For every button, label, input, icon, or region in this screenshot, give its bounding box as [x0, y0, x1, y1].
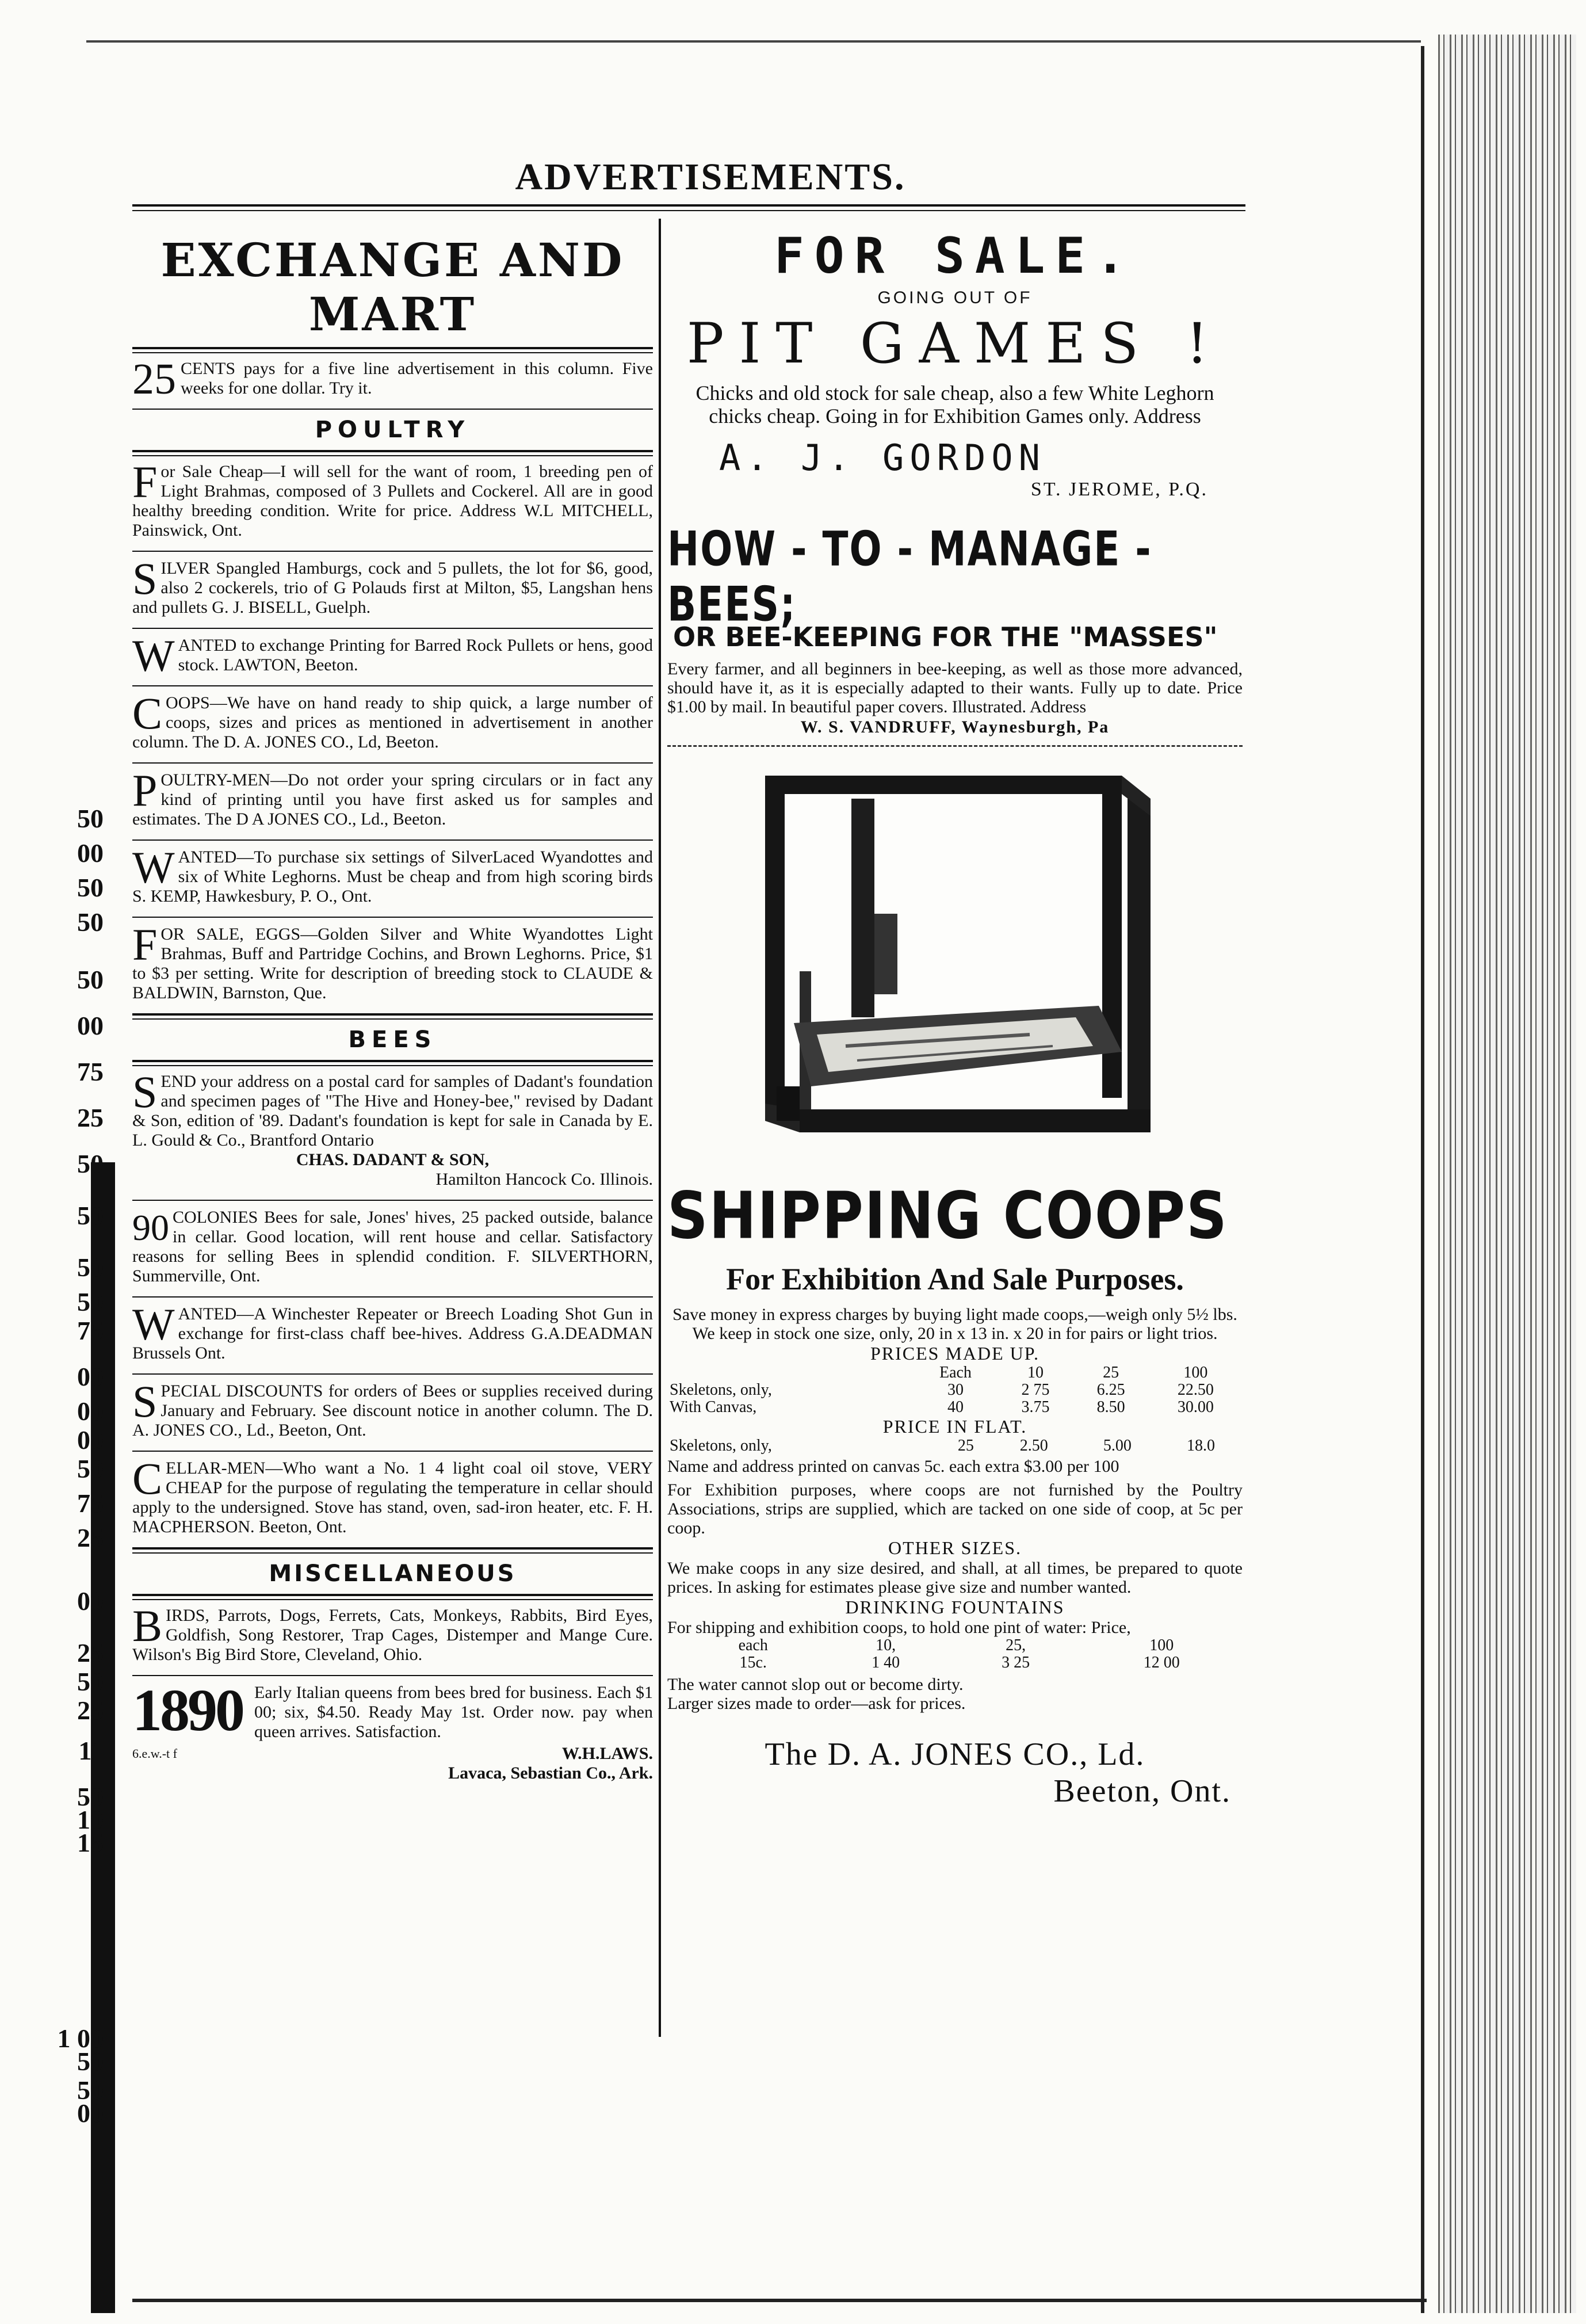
exchange-mart-title: EXCHANGE AND MART	[160, 233, 625, 341]
ad-divider	[132, 1373, 653, 1375]
laws-sig1: W.H.LAWS.	[561, 1744, 653, 1763]
ad-text: ILVER Spangled Hamburgs, cock and 5 pullets, the lot for $6, good, also 2 cockerels, trio of G Polauds first at Milton, $5, Langshan hens and pullets G. J. BISELL, Guelph.	[132, 559, 653, 617]
margin-number: 75	[77, 1057, 104, 1086]
margin-number: 50	[77, 1149, 104, 1178]
price-cell: 25	[957, 1437, 974, 1455]
margin-number: 25	[77, 1103, 104, 1132]
ad-text: ANTED—A Winchester Repeater or Breech Loading Shot Gun in exchange for first-class chaff bee-hives. Address G.A.DEADMAN Brussels Ont.	[132, 1304, 653, 1363]
misc-heading: MISCELLANEOUS	[269, 1560, 517, 1587]
larger-sizes-note: Larger sizes made to order—ask for prices.	[667, 1694, 966, 1713]
exhibition-note: For Exhibition purposes, where coops are not furnished by the Poultry Associations, strips are supplied, which are tacked on one side of coop, at 5c per coop.	[667, 1480, 1243, 1537]
bottom-rule	[132, 2299, 1427, 2302]
margin-number: 11	[78, 1736, 104, 1765]
drinking-fountains-heading: DRINKING FOUNTAINS	[845, 1597, 1065, 1617]
column-head: Each	[939, 1364, 972, 1382]
margin-number: 25	[77, 1638, 104, 1667]
price-row	[667, 1437, 1243, 1455]
adjacent-page-edge	[1438, 35, 1576, 2313]
drop-cap: B	[132, 1601, 163, 1651]
ad-signature: CHAS. DADANT & SON,	[296, 1150, 490, 1169]
column-head: 10,	[876, 1636, 896, 1654]
price-cell: 18.0	[1186, 1437, 1215, 1455]
margin-number: 50	[77, 907, 104, 937]
shipping-coops-heading: SHIPPING COOPS	[667, 1178, 1228, 1254]
price-cell: 30.00	[1177, 1398, 1214, 1416]
row-label: Skeletons, only,	[670, 1381, 772, 1399]
price-cell: 8.50	[1096, 1398, 1125, 1416]
drinking-text: For shipping and exhibition coops, to hold one pint of water: Price,	[667, 1618, 1131, 1637]
chicks-text: Chicks and old stock for sale cheap, also a few White Leghorn chicks cheap. Going in for Exhibition Games only. Address	[695, 381, 1214, 428]
prices-made-up-heading: PRICES MADE UP.	[870, 1343, 1040, 1364]
price-cell: 30	[947, 1381, 964, 1399]
column-head: 25	[1103, 1364, 1119, 1382]
bees-ad	[132, 1067, 653, 1189]
vandruff-address: W. S. VANDRUFF, Waynesburgh, Pa	[800, 718, 1110, 736]
margin-number: 00	[77, 2098, 104, 2128]
margin-number: 00	[77, 1586, 104, 1616]
margin-number: 00	[77, 1396, 104, 1426]
drink-price-row	[667, 1654, 1243, 1672]
row-label: With Canvas,	[670, 1398, 757, 1416]
manage-bees-title: HOW - TO - MANAGE - BEES;	[667, 521, 1152, 632]
ad-text: OR SALE, EGGS—Golden Silver and White Wyandottes Light Brahmas, Buff and Partridge Cochins, and Brown Leghorns. Price, $1 to $3 per setting. Write for description of breeding stock to CLAUDE & BALDWIN, Barnston, Que.	[132, 925, 653, 1002]
shipping-coop-illustration	[754, 764, 1156, 1155]
misc-ads	[132, 1601, 653, 1665]
margin-number: 1 00	[57, 2024, 104, 2053]
jones-company: The D. A. JONES CO., Ld.	[765, 1737, 1145, 1772]
drop-cap: C	[132, 1453, 163, 1503]
price-cell: 3 25	[1002, 1654, 1030, 1672]
drop-cap: S	[132, 554, 158, 604]
ad-divider	[132, 551, 653, 552]
column-head: 25,	[1006, 1636, 1026, 1654]
ad-divider	[132, 1296, 653, 1298]
other-sizes-heading: OTHER SIZES.	[888, 1537, 1022, 1558]
drop-cap: W	[132, 631, 175, 681]
ad-text: ANTED to exchange Printing for Barred Rock Pullets or hens, good stock. LAWTON, Beeton.	[178, 636, 653, 674]
gordon-address: ST. JEROME, P.Q.	[1030, 479, 1208, 500]
left-column	[132, 222, 653, 2241]
margin-number: 00	[77, 838, 104, 868]
ad-text: ELLAR-MEN—Who want a No. 1 4 light coal oil stove, VERY CHEAP for the purpose of regulating the temperature in cellar should apply to the undersigned. Stove has stand, oven, sad-iron heater, etc. F. H. MACPHERSON. Beeton, Ont.	[132, 1459, 653, 1536]
ad-divider	[132, 1451, 653, 1452]
column-head: 100	[1149, 1636, 1174, 1654]
price-cell: 2 75	[1021, 1381, 1050, 1399]
manage-bees-subtitle: OR BEE-KEEPING FOR THE "MASSES"	[673, 621, 1218, 652]
laws-text: Early Italian queens from bees bred for business. Each $1 00; six, $4.50. Ready May 1st. Order now. pay when queen arrives. Satisfaction.	[254, 1683, 653, 1741]
margin-number: 15	[77, 1828, 104, 1857]
save-money-text: Save money in express charges by buying light made coops,—weigh only 5½ lbs.	[672, 1305, 1237, 1324]
drop-cap: P	[132, 765, 158, 815]
poultry-ads	[132, 457, 653, 1003]
right-column	[667, 222, 1243, 2235]
poultry-heading: POULTRY	[315, 417, 471, 443]
price-cell: 40	[947, 1398, 964, 1416]
laws-year: 1890	[132, 1677, 243, 1743]
for-sale-heading: FOR SALE.	[774, 227, 1136, 285]
drop-cap: F	[132, 919, 158, 970]
row-label: Skeletons, only,	[670, 1437, 772, 1455]
bees-ad	[132, 1376, 653, 1440]
misc-ad	[132, 1601, 653, 1665]
jones-city: Beeton, Ont.	[1053, 1773, 1231, 1809]
poultry-ad	[132, 919, 653, 1003]
title-rule	[132, 347, 653, 353]
keep-stock-text: We keep in stock one size, only, 20 in x 13 in. x 20 in for pairs or light trios.	[692, 1324, 1218, 1343]
ad-divider	[132, 1200, 653, 1201]
margin-number: 25	[77, 1523, 104, 1552]
ad-divider	[132, 762, 653, 764]
poultry-ad	[132, 765, 653, 829]
price-cell: 15c.	[739, 1654, 767, 1672]
ad-text: or Sale Cheap—I will sell for the want of room, 1 breeding pen of Light Brahmas, composed of 3 Pullets and Cockerel. All are in good healthy breeding condition. Write for price. Address W.L MITCHELL, Painswick, Ont.	[132, 462, 653, 540]
ad-divider	[132, 917, 653, 918]
ad-text: IRDS, Parrots, Dogs, Ferrets, Cats, Monkeys, Rabbits, Bird Eyes, Goldfish, Song Restorer, Trap Cages, Distemper and Mange Cure. Wilson's Big Bird Store, Cleveland, Ohio.	[132, 1606, 653, 1664]
ad-text: END your address on a postal card for samples of Dadant's foundation and specimen pages of "The Hive and Honey-bee," revised by Dadant & Son, edition of '89. Dadant's foundation is kept for sale in Canada by E. L. Gould & Co., Brantford Ontario	[132, 1072, 653, 1150]
manage-bees-body: Every farmer, and all beginners in bee-keeping, as well as those more advanced, should have it, as it is especially adapted to their wants. Fully up to date. Price $1.00 by mail. In beautiful paper covers. Illustrated. Address	[667, 659, 1243, 716]
bees-ads	[132, 1067, 653, 1537]
for-exhibition-heading: For Exhibition And Sale Purposes.	[726, 1262, 1184, 1296]
price-in-flat-heading: PRICE IN FLAT.	[882, 1416, 1027, 1437]
ad-text: PECIAL DISCOUNTS for orders of Bees or supplies received during January and February. See discount notice in another column. The D. A. JONES CO., Ld., Beeton, Ont.	[132, 1382, 653, 1440]
laws-sig2: Lavaca, Sebastian Co., Ark.	[448, 1764, 653, 1783]
poultry-ad	[132, 554, 653, 617]
page-edge-line	[1421, 46, 1424, 2313]
margin-number: 50	[77, 804, 104, 833]
ad-text: OULTRY-MEN—Do not order your spring circulars or in fact any kind of printing until you have first asked us for samples and estimates. The D A JONES CO., Ld., Beeton.	[132, 770, 653, 829]
water-note: The water cannot slop out or become dirty.	[667, 1675, 964, 1694]
ad-signature-location: Hamilton Hancock Co. Illinois.	[435, 1170, 653, 1189]
column-head: 100	[1183, 1364, 1208, 1382]
margin-number: 50	[77, 2075, 104, 2105]
drop-cap: C	[132, 688, 163, 738]
drinking-price-table	[667, 1637, 1243, 1672]
column-intro	[132, 355, 653, 403]
margin-number: 50	[77, 1667, 104, 1696]
ad-text: ANTED—To purchase six settings of SilverLaced Wyandottes and six of White Leghorns. Must be cheap and from high scoring birds S. KEMP, Hawkesbury, P. O., Ont.	[132, 848, 653, 906]
price-cell: 5.00	[1103, 1437, 1132, 1455]
bees-ad	[132, 1299, 653, 1363]
poultry-ad	[132, 842, 653, 906]
drop-cap: 90	[132, 1207, 169, 1248]
drop-cap: W	[132, 842, 175, 892]
other-sizes-text: We make coops in any size desired, and shall, at all times, be prepared to quote prices. In asking for estimates please give size and number wanted.	[667, 1559, 1243, 1597]
margin-number: 25	[77, 1696, 104, 1725]
margin-number: 50	[77, 1253, 104, 1282]
margin-number: 50	[77, 965, 104, 994]
bees-heading: BEES	[348, 1026, 437, 1053]
pit-games-heading: PIT GAMES !	[686, 311, 1224, 376]
margin-number: 00	[77, 1425, 104, 1455]
drop-cap: F	[132, 457, 158, 507]
drop-cap: S	[132, 1376, 158, 1426]
laws-ad	[132, 1677, 653, 1783]
drop-cap: S	[132, 1067, 158, 1117]
price-cell: 6.25	[1096, 1381, 1125, 1399]
poultry-ad	[132, 688, 653, 752]
ad-text: OOPS—We have on hand ready to ship quick, a large number of coops, sizes and prices as mentioned in advertisement in another column. The D. A. JONES CO., Ld, Beeton.	[132, 693, 653, 751]
price-cell: 12 00	[1143, 1654, 1180, 1672]
ad-divider	[132, 839, 653, 841]
margin-number: 10	[77, 1805, 104, 1834]
margin-number: 50	[77, 2047, 104, 2076]
ad-divider	[132, 628, 653, 629]
header-rule-bottom	[132, 210, 1245, 211]
intro-text: CENTS pays for a five line advertisement in this column. Five weeks for one dollar. Try it.	[181, 359, 653, 398]
laws-code: 6.e.w.-t f	[132, 1746, 177, 1761]
price-cell: 22.50	[1177, 1381, 1214, 1399]
ad-divider	[132, 685, 653, 686]
margin-number: 50	[77, 1454, 104, 1483]
margin-number: 00	[77, 1011, 104, 1040]
price-row	[667, 1382, 1243, 1399]
poultry-ad	[132, 457, 653, 540]
margin-number: 75	[77, 1489, 104, 1518]
margin-number: 50	[77, 1287, 104, 1316]
page-header: ADVERTISEMENTS.	[515, 156, 906, 198]
column-divider	[659, 219, 661, 2037]
margin-number: 75	[77, 1316, 104, 1345]
column-head: 10	[1027, 1364, 1044, 1382]
margin-number: 00	[77, 1362, 104, 1391]
top-rule	[86, 40, 1421, 43]
poultry-ad	[132, 631, 653, 681]
drop-cap: W	[132, 1299, 175, 1349]
name-address-text: Name and address printed on canvas 5c. each extra $3.00 per 100	[667, 1457, 1119, 1476]
prices-made-up-table	[667, 1364, 1243, 1416]
price-cell: 3.75	[1021, 1398, 1050, 1416]
intro-number: 25	[132, 355, 176, 403]
header-rule-top	[132, 204, 1245, 207]
bees-ad	[132, 1208, 653, 1286]
ad-text: COLONIES Bees for sale, Jones' hives, 25 packed outside, balance in cellar. Good location, will rent house and cellar. Satisfactory reasons for selling Bees in splendid condition. F. SILVERTHORN, Summerville, Ont.	[132, 1208, 653, 1285]
going-out-of: GOING OUT OF	[877, 288, 1033, 307]
margin-number: 50	[77, 873, 104, 902]
column-head: each	[738, 1636, 768, 1654]
price-cell: 1 40	[872, 1654, 900, 1672]
price-cell: 2.50	[1019, 1437, 1048, 1455]
bees-ad	[132, 1453, 653, 1537]
margin-number: 50	[77, 1782, 104, 1811]
margin-number: 50	[77, 1201, 104, 1230]
price-in-flat-table	[667, 1437, 1243, 1455]
gordon-name: A. J. GORDON	[719, 437, 1046, 479]
price-row	[667, 1399, 1243, 1416]
